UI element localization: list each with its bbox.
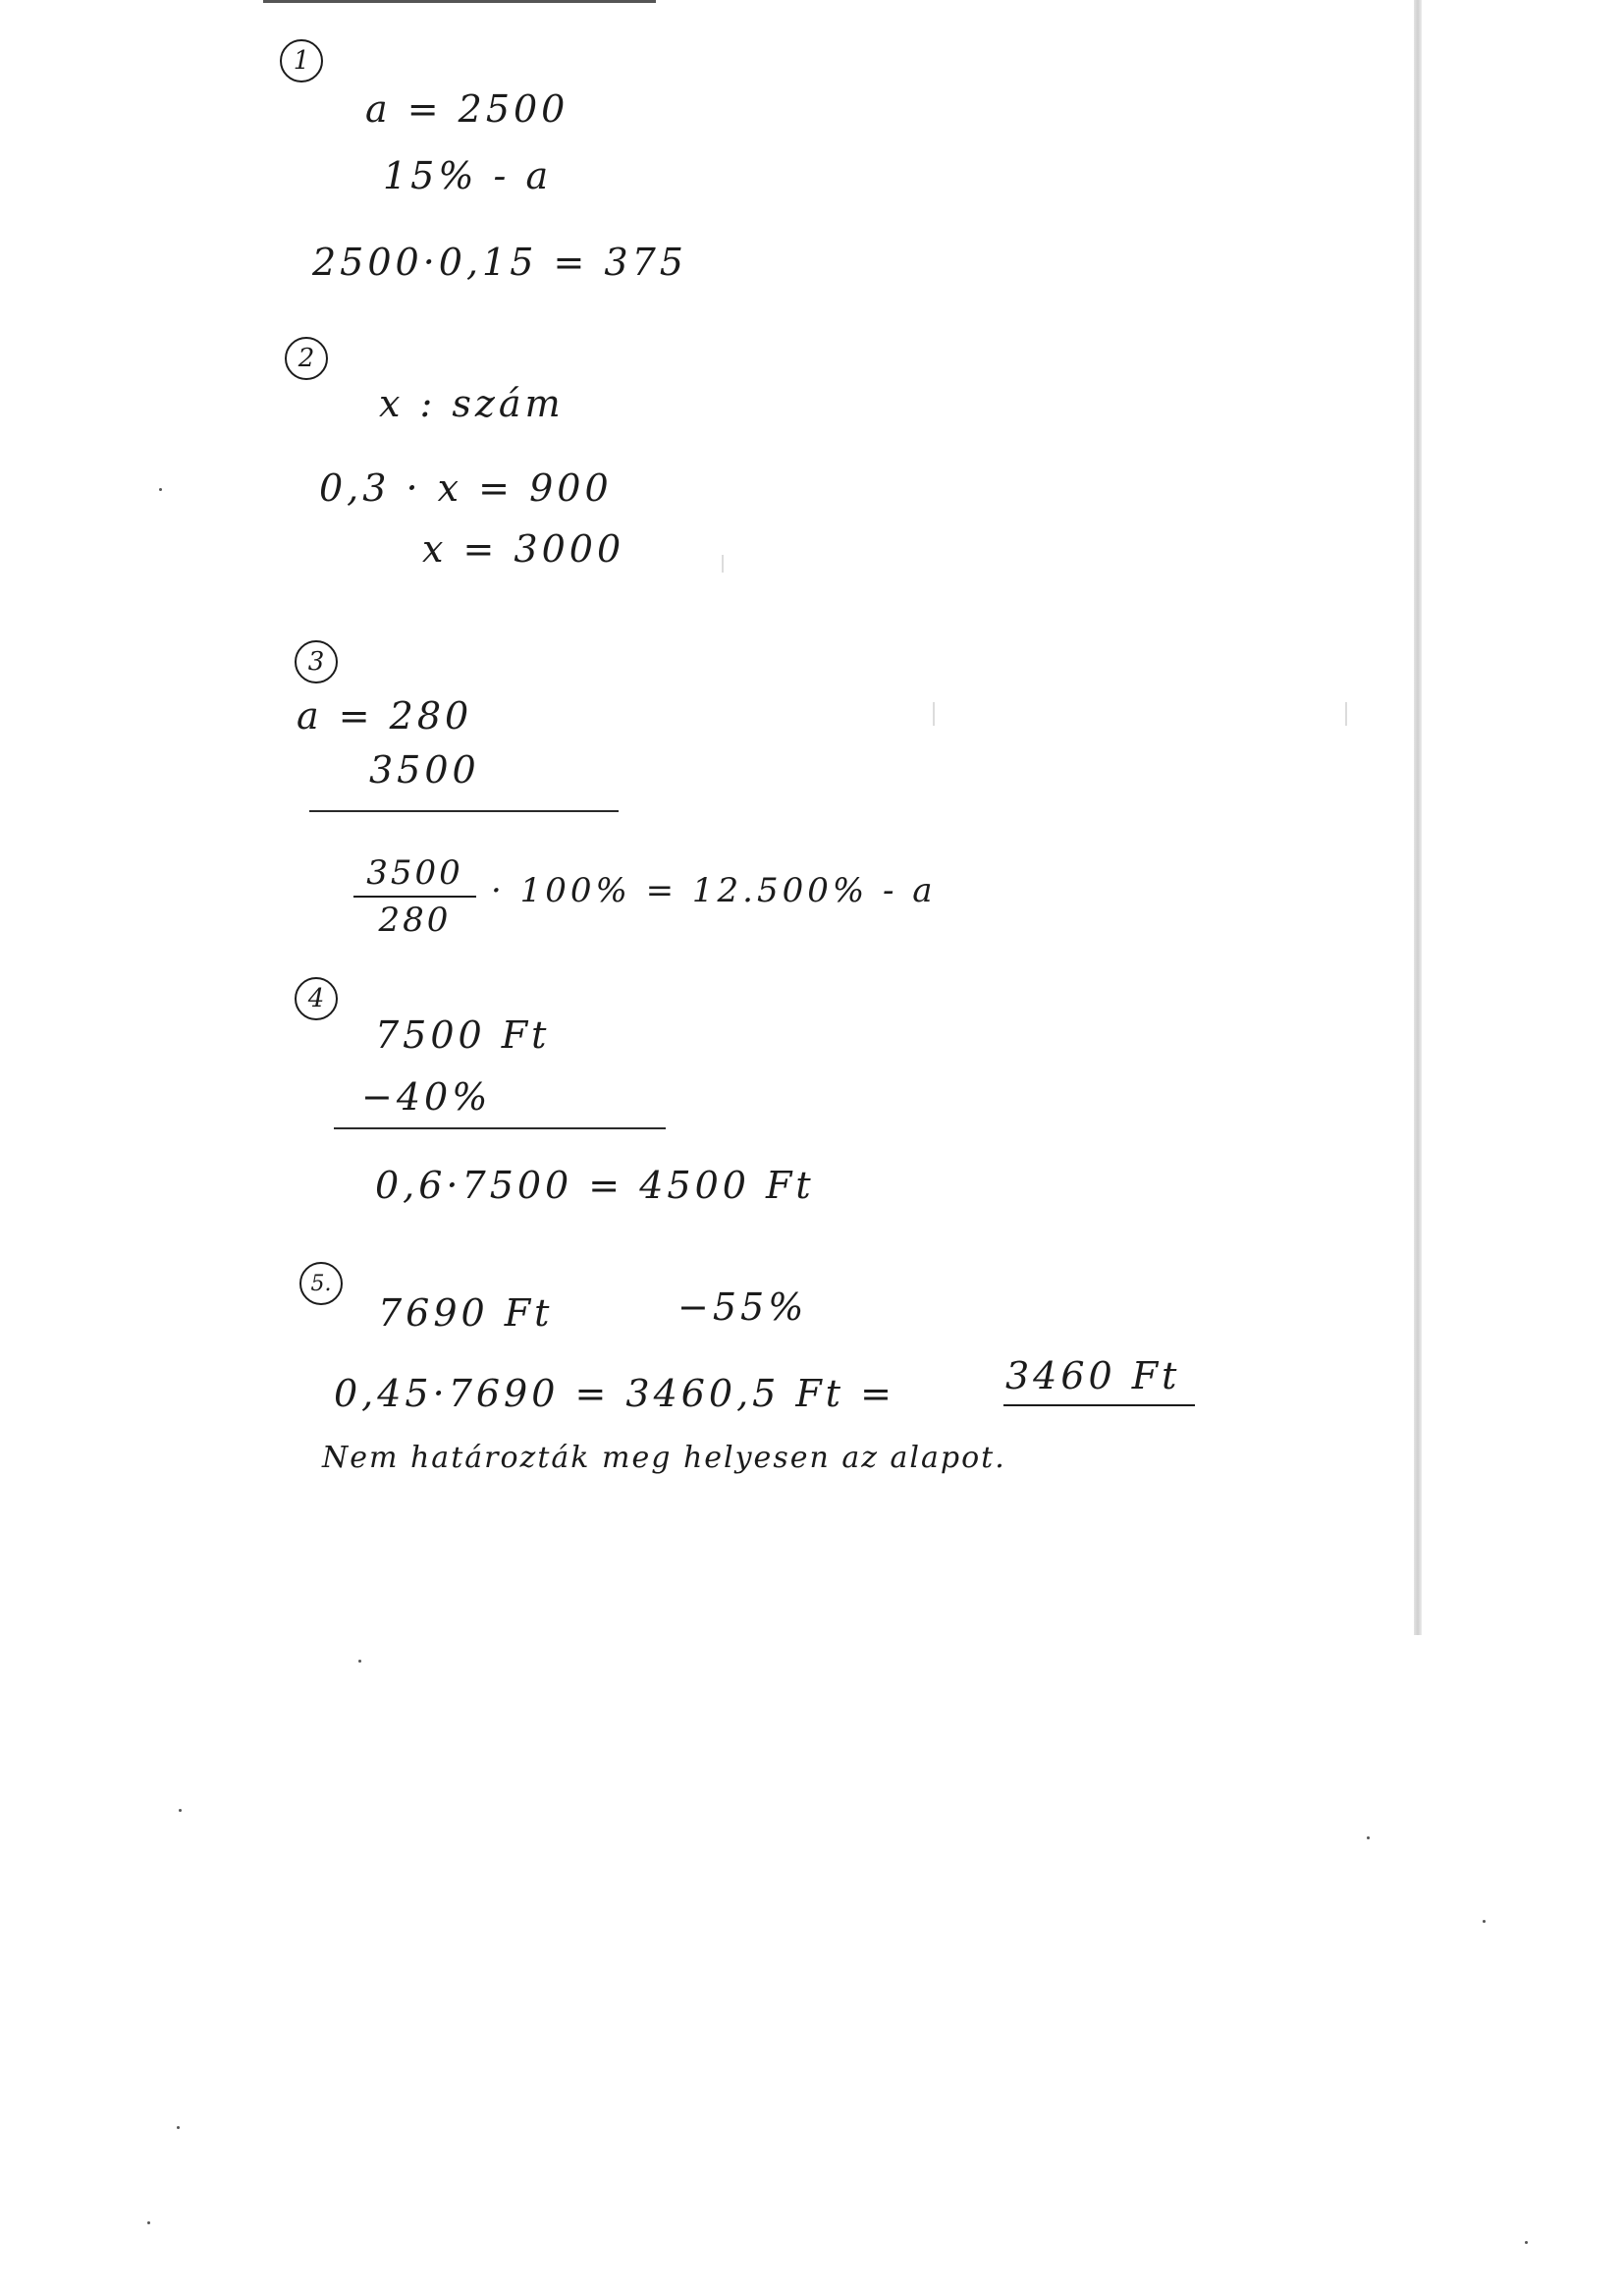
task-number-4: 4 [295, 977, 338, 1020]
task-5-answer-underline [1003, 1404, 1195, 1406]
task-5-answer: 3460 Ft [1005, 1354, 1181, 1397]
task-3-fraction [353, 853, 476, 940]
task-3-result: · 100% = 12.500% - a [491, 871, 937, 910]
task-1-line-1: a = 2500 [365, 87, 569, 131]
top-border-line [263, 0, 656, 3]
task-4-line-1: 7500 Ft [375, 1013, 551, 1057]
speck [1525, 2241, 1528, 2244]
task-5-line-1: 7690 Ft [378, 1291, 554, 1335]
task-1-line-2: 15% - a [383, 154, 553, 197]
page-edge [1414, 0, 1422, 1635]
speck [1483, 1920, 1486, 1923]
task-5-line-2: 0,45·7690 = 3460,5 Ft = [334, 1372, 895, 1415]
fraction-bar [353, 896, 476, 898]
speck [179, 1809, 182, 1812]
task-4-separator [334, 1127, 666, 1129]
task-number-2: 2 [285, 337, 328, 380]
task-3-line-2: 3500 [369, 748, 480, 792]
scan-artifact [1345, 702, 1347, 726]
speck [358, 1660, 361, 1663]
speck [177, 2126, 180, 2129]
scan-artifact [722, 555, 724, 573]
fraction-numerator: 3500 [366, 853, 463, 893]
task-2-line-2: 0,3 · x = 900 [319, 466, 613, 510]
scan-artifact [933, 702, 935, 726]
task-2-line-3: x = 3000 [422, 527, 625, 571]
task-number-1: 1 [280, 39, 323, 82]
speck [1367, 1836, 1370, 1839]
task-1-line-3: 2500·0,15 = 375 [312, 241, 687, 284]
task-2-line-1: x : szám [379, 382, 565, 425]
task-4-line-2: −40% [361, 1075, 492, 1119]
task-number-5: 5. [299, 1262, 343, 1305]
task-3-separator [309, 810, 619, 812]
task-5-discount: −55% [677, 1285, 808, 1329]
speck [159, 488, 162, 491]
task-3-line-1: a = 280 [297, 694, 473, 738]
speck [147, 2221, 150, 2224]
task-5-note: Nem határozták meg helyesen az alapot. [322, 1441, 1006, 1475]
fraction-denominator: 280 [378, 901, 452, 940]
task-number-3: 3 [295, 640, 338, 683]
task-4-line-3: 0,6·7500 = 4500 Ft [375, 1164, 815, 1207]
